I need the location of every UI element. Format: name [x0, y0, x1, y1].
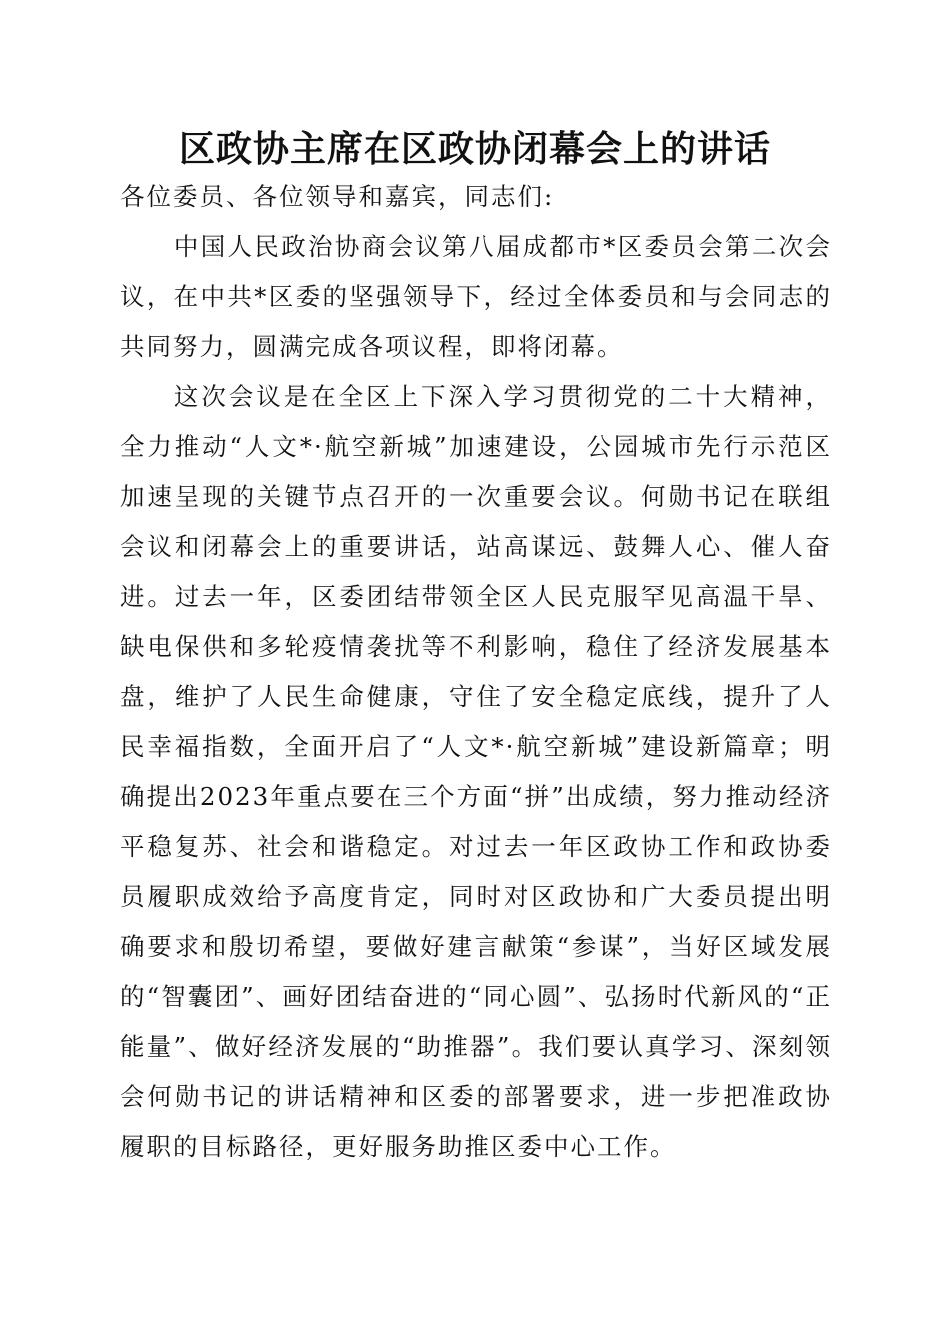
document-body: [120, 172, 832, 1172]
document-title: 区政协主席在区政协闭幕会上的讲话: [178, 128, 771, 170]
paragraph-2: 这次会议是在全区上下深入学习贯彻党的二十大精神，全力推动“人文*·航空新城”加速建设，公园城市先行示范区加速呈现的关键节点召开的一次重要会议。何勋书记在联组会议和闭幕会上的重要讲话，站高谋远、鼓舞人心、催人奋进。过去一年，区委团结带领全区人民克服罕见高温干旱、缺电保供和多轮疫情袭扰等不利影响，稳住了经济发展基本盘，维护了人民生命健康，守住了安全稳定底线，提升了人民幸福指数，全面开启了“人文*·航空新城”建设新篇章；明确提出2023年重点要在三个方面“拼”出成绩，努力推动经济平稳复苏、社会和谐稳定。对过去一年区政协工作和政协委员履职成效给予高度肯定，同时对区政协和广大委员提出明确要求和殷切希望，要做好建言献策“参谋”，当好区域发展的“智囊团”、画好团结奋进的“同心圆”、弘扬时代新风的“正能量”、做好经济发展的“助推器”。我们要认真学习、深刻领会何勋书记的讲话精神和区委的部署要求，进一步把准政协履职的目标路径，更好服务助推区委中心工作。: [120, 382, 832, 1161]
salutation: 各位委员、各位领导和嘉宾，同志们:: [120, 182, 555, 211]
paragraph-1: 中国人民政治协商会议第八届成都市*区委员会第二次会议，在中共*区委的坚强领导下，经过全体委员和与会同志的共同努力，圆满完成各项议程，即将闭幕。: [120, 232, 832, 361]
